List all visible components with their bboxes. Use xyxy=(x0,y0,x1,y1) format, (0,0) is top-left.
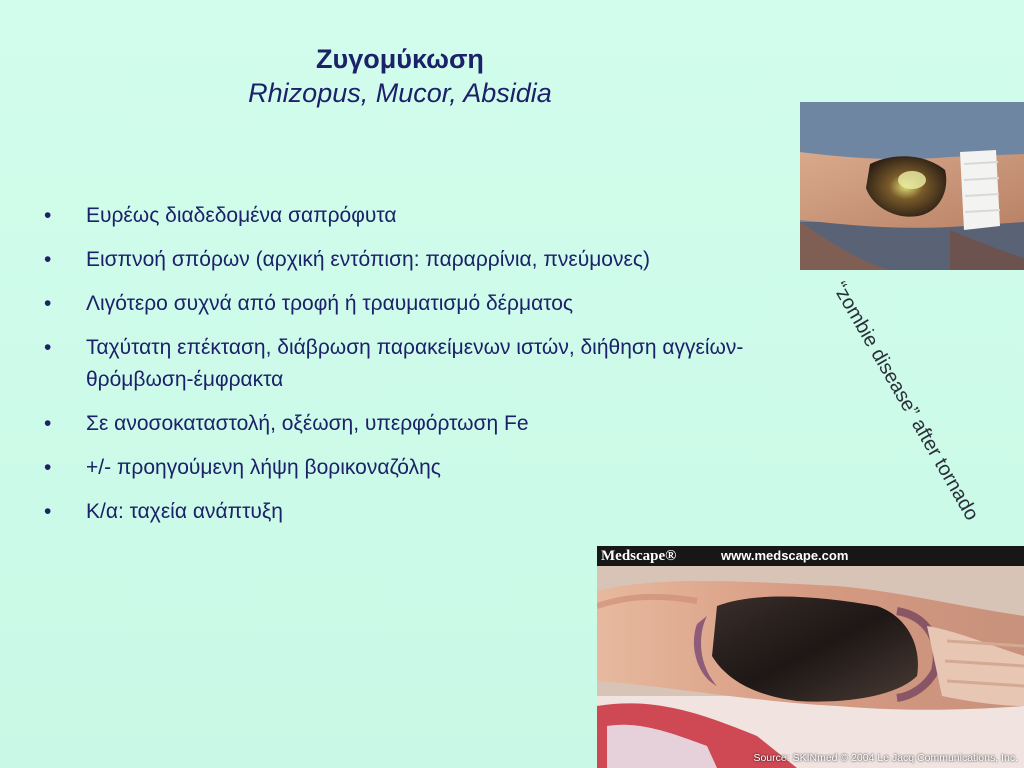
bullet-text: Σε ανοσοκαταστολή, οξέωση, υπερφόρτωση Fe xyxy=(86,412,529,435)
bullet-text: Κ/α: ταχεία ανάπτυξη xyxy=(86,500,283,523)
medscape-logo: Medscape® xyxy=(601,548,677,564)
bullet-marker: • xyxy=(44,248,52,271)
photo-arm-lesion-top-graphic xyxy=(800,102,1024,270)
bullet-item xyxy=(42,496,772,528)
photo-arm-necrosis-graphic xyxy=(597,546,1024,768)
bullet-item xyxy=(42,244,772,276)
bullet-item xyxy=(42,332,772,396)
bullet-item xyxy=(42,288,772,320)
bullet-marker: • xyxy=(44,204,52,227)
bullet-text: +/- προηγούμενη λήψη βορικοναζόλης xyxy=(86,456,441,479)
bullet-item xyxy=(42,452,772,484)
bullet-text: Εισπνοή σπόρων (αρχική εντόπιση: παραρρίνια, πνεύμονες) xyxy=(86,248,650,271)
bullet-marker: • xyxy=(44,412,52,435)
bullet-marker: • xyxy=(44,336,52,359)
photo-arm-necrosis-medscape xyxy=(597,546,1024,768)
bullet-text: Ευρέως διαδεδομένα σαπρόφυτα xyxy=(86,204,397,227)
bullet-item xyxy=(42,200,772,232)
medscape-url: www.medscape.com xyxy=(721,548,849,563)
photo-arm-lesion-top xyxy=(800,102,1024,270)
bullet-marker: • xyxy=(44,292,52,315)
bullet-marker: • xyxy=(44,456,52,479)
slide-title-block xyxy=(200,42,600,110)
slide-title: Ζυγομύκωση xyxy=(316,44,484,74)
slide-subtitle: Rhizopus, Mucor, Absidia xyxy=(248,78,552,108)
bullet-text: Λιγότερο συχνά από τροφή ή τραυματισμό δέρματος xyxy=(86,292,574,315)
rotated-caption: “zombie disease” after tornado xyxy=(828,278,983,525)
medscape-header-bar xyxy=(597,546,1024,566)
bullet-text: Ταχύτατη επέκταση, διάβρωση παρακείμενων ιστών, διήθηση αγγείων- θρόμβωση-έμφρακτα xyxy=(86,336,744,391)
bullet-list xyxy=(42,200,772,540)
photo-source-credit: Source: SKINmed © 2004 Le Jacq Communications, Inc. xyxy=(753,752,1018,764)
bullet-marker: • xyxy=(44,500,52,523)
bullet-item xyxy=(42,408,772,440)
